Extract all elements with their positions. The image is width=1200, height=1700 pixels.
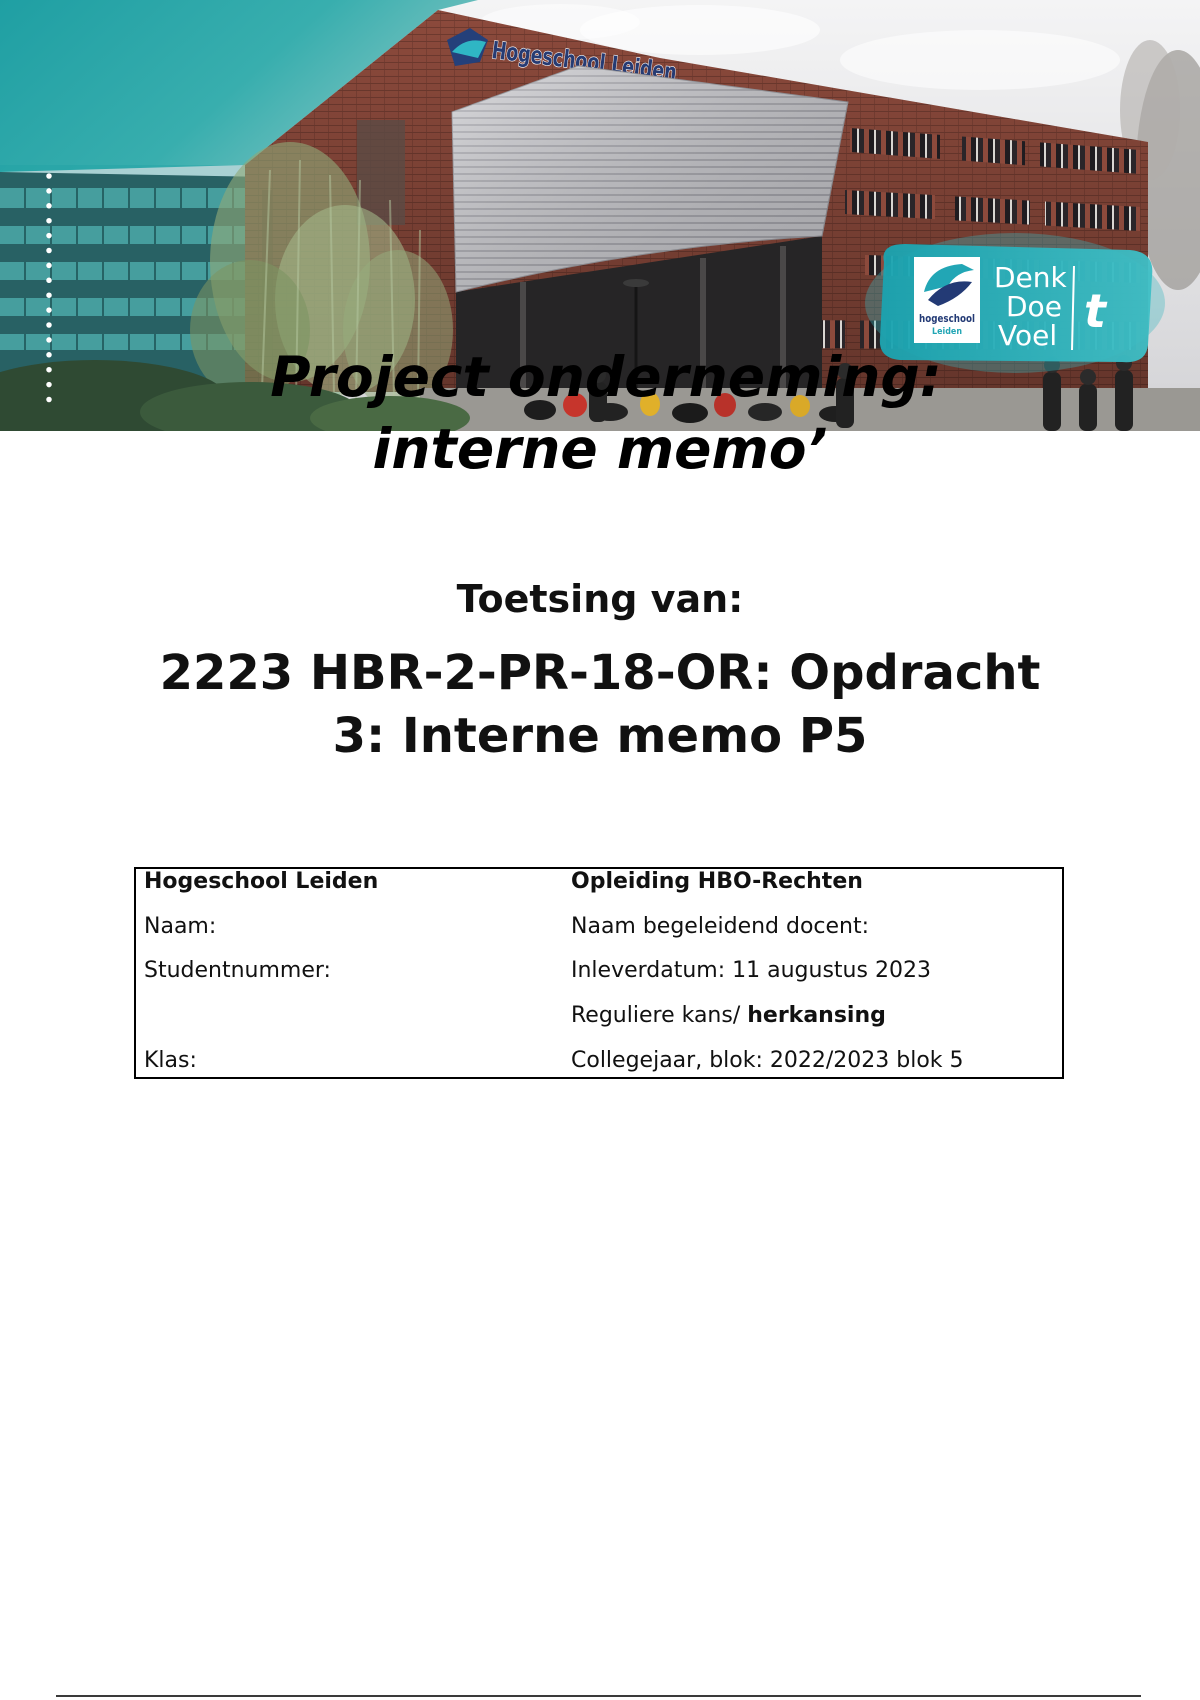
badge-slogan-word: Voel (998, 319, 1058, 352)
supervisor-label: Naam begeleidend docent: (571, 913, 870, 939)
academic-year-block: Collegejaar, blok: 2022/2023 blok 5 (571, 1047, 964, 1073)
table-row (136, 958, 1062, 1003)
attempt-type-prefix: Reguliere kans/ (571, 1003, 741, 1029)
table-cell-empty (144, 1003, 571, 1048)
badge-logo-text-line1: hogeschool (919, 312, 975, 325)
window-group (962, 137, 1025, 166)
title-line: interne memo’ (372, 417, 828, 481)
badge-slogan-word: Doe (1006, 290, 1062, 323)
window-group (955, 196, 1030, 224)
badge-slogan-word: Denk (994, 261, 1067, 294)
table-row (136, 869, 1062, 914)
info-table (134, 867, 1064, 1079)
student-name-label: Naam: (144, 913, 217, 939)
table-row (136, 914, 1062, 959)
table-row (136, 1003, 1062, 1048)
badge-logo-text-line2: Leiden (932, 327, 962, 337)
student-number-label: Studentnummer: (144, 958, 331, 984)
attempt-type-selected: herkansing (747, 1003, 886, 1029)
document-title (0, 341, 1200, 485)
course-title (0, 642, 1200, 768)
badge-slogan-mark: t (1084, 284, 1106, 338)
lamp-head (623, 279, 649, 287)
footer-rule (56, 1695, 1141, 1697)
class-label: Klas: (144, 1047, 197, 1073)
course-title-line: 2223 HBR-2-PR-18-OR: Opdracht (159, 645, 1041, 701)
course-title-line: 3: Interne memo P5 (332, 708, 868, 764)
table-row (136, 1048, 1062, 1078)
assessment-label: Toetsing van: (456, 577, 744, 621)
title-line: Project onderneming: (270, 345, 942, 409)
submission-date: Inleverdatum: 11 augustus 2023 (571, 958, 931, 984)
program-name: Opleiding HBO-Rechten (571, 869, 863, 894)
institution-name: Hogeschool Leiden (144, 869, 379, 894)
attempt-type (571, 1003, 1062, 1048)
cloud (840, 30, 1120, 90)
building-sign-text: Hogeschool Leiden (490, 36, 748, 96)
